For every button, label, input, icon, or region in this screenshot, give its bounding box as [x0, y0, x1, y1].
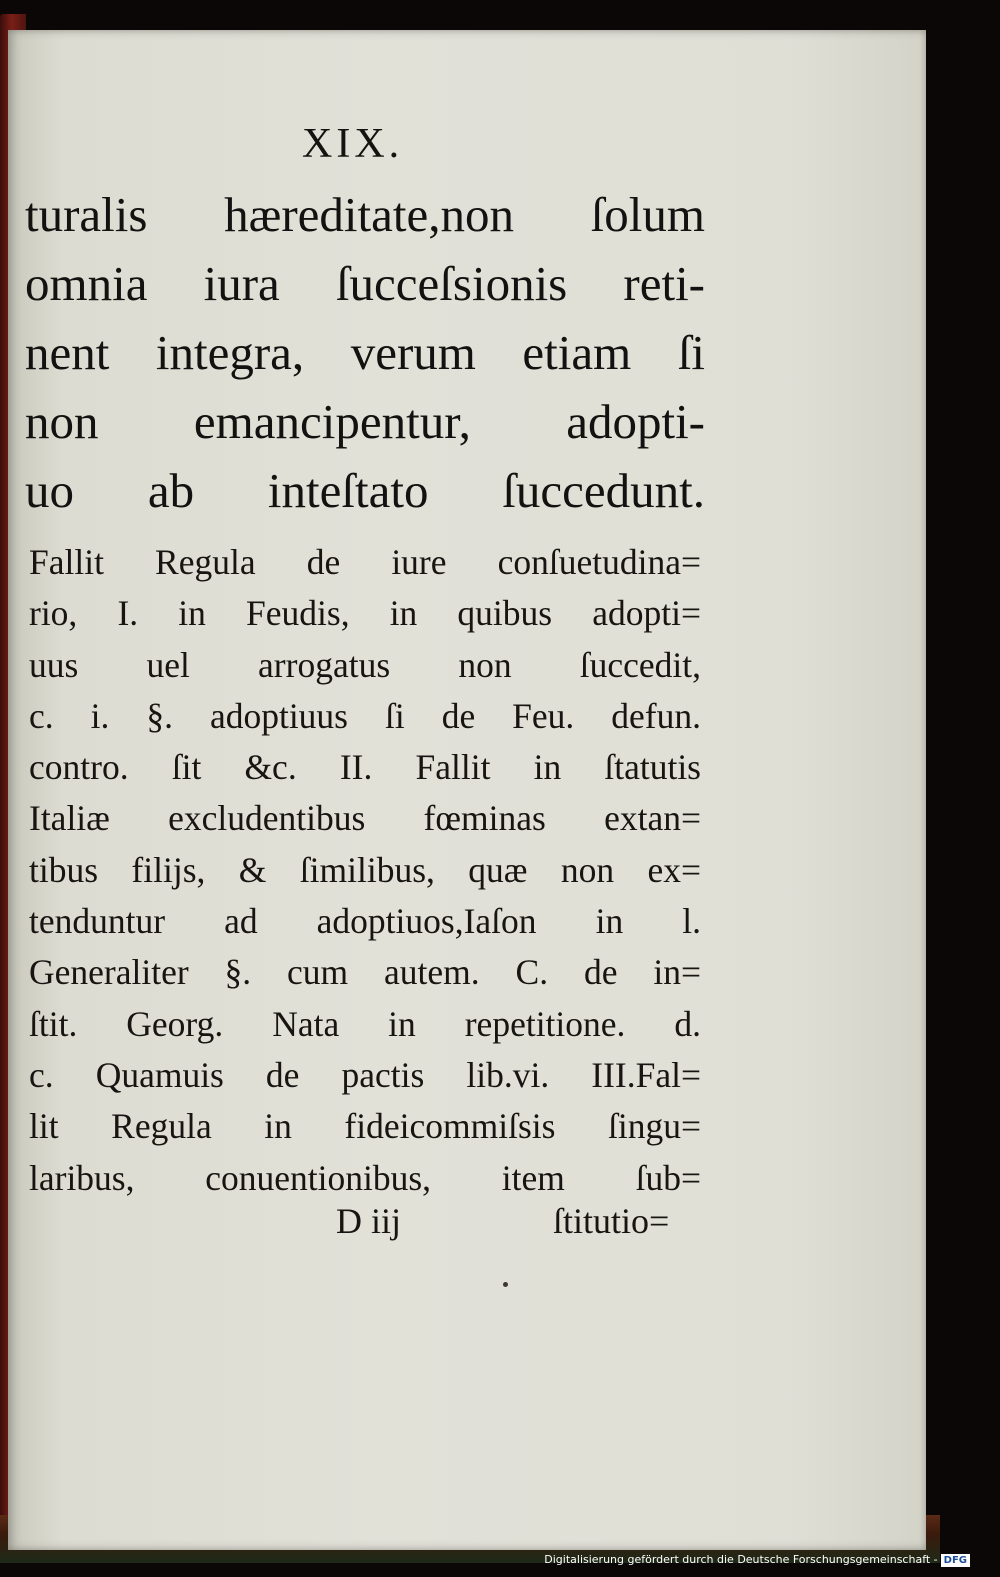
page-header: XIX.	[302, 121, 404, 167]
main-line: nent integra, verum etiam ſi	[25, 325, 705, 380]
main-line: omnia iura ſucceſsionis reti-	[25, 256, 705, 311]
main-line: uo ab inteſtato ſuccedunt.	[25, 463, 705, 518]
body-line: c. Quamuis de pactis lib.vi. III.Fal=	[29, 1054, 701, 1095]
body-line: tibus filijs, & ſimilibus, quæ non ex=	[29, 849, 701, 890]
body-line: contro. ſit &c. II. Fallit in ſtatutis	[29, 747, 701, 788]
body-line: tenduntur ad adoptiuos,Iaſon in l.	[29, 901, 701, 942]
body-line: Generaliter §. cum autem. C. de in=	[29, 952, 701, 993]
signature-mark: D iij	[336, 1201, 402, 1241]
body-line: laribus, conuentionibus, item ſub=	[29, 1157, 701, 1198]
body-line: rio, I. in Feudis, in quibus adopti=	[29, 593, 701, 634]
body-line: Italiæ excludentibus fœminas extan=	[29, 798, 701, 839]
body-text-block	[29, 537, 701, 1204]
body-line: ſtit. Georg. Nata in repetitione. d.	[29, 1003, 701, 1044]
credit-text: Digitalisierung gefördert durch die Deutsche Forschungsgemeinschaft -	[544, 1553, 938, 1566]
body-line: Fallit Regula de iure conſuetudina=	[29, 542, 701, 582]
body-line: uus uel arrogatus non ſuccedit,	[29, 644, 701, 685]
ink-speck	[503, 1282, 508, 1287]
main-line: non emancipentur, adopti-	[25, 394, 705, 449]
body-line: c. i. §. adoptiuus ſi de Feu. defun.	[29, 695, 701, 736]
main-line: turalis hæreditate,non ſolum	[25, 187, 705, 242]
main-text-block	[25, 180, 705, 525]
catchword: ſtitutio=	[553, 1201, 670, 1241]
digitization-credit	[544, 1553, 970, 1567]
dfg-logo: DFG	[941, 1554, 970, 1567]
body-line: lit Regula in fideicommiſsis ſingu=	[29, 1106, 701, 1147]
